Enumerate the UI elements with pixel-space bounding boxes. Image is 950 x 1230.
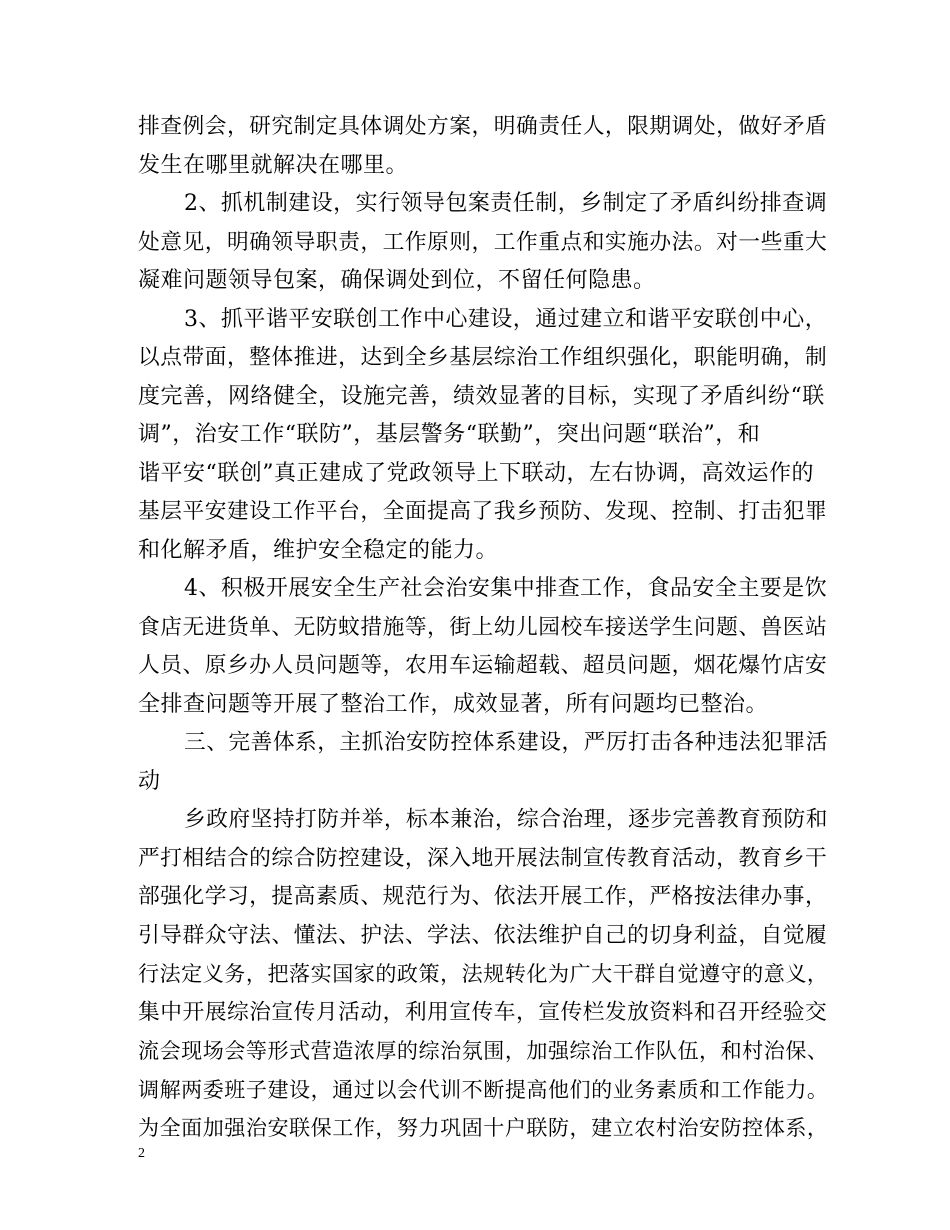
- text-line: 排查例会，研究制定具体调处方案，明确责任人，限期调处，做好矛盾: [138, 114, 828, 139]
- text-line: 基层平安建设工作平台，全面提高了我乡预防、发现、控制、打击犯罪: [138, 499, 828, 524]
- text-line: 全排查问题等开展了整治工作，成效显著，所有问题均已整治。: [138, 691, 769, 717]
- text-line: 为全面加强治安联保工作，努力巩固十户联防，建立农村治安防控体系，: [138, 1115, 829, 1140]
- text-line: 食店无进货单、无防蚊措施等，街上幼儿园校车接送学生问题、兽医站: [138, 614, 828, 640]
- text-line: 以点带面，整体推进，达到全乡基层综治工作组织强化，职能明确，制: [138, 345, 828, 370]
- text-line: 引导群众守法、懂法、护法、学法、依法维护自己的切身利益，自觉履: [138, 922, 828, 948]
- text-line: 集中开展综治宣传月活动，利用宣传车，宣传栏发放资料和召开经验交: [138, 999, 828, 1025]
- page-number: 2: [138, 1146, 145, 1161]
- text-line: 部强化学习，提高素质、规范行为、依法开展工作，严格按法律办事，: [138, 884, 828, 909]
- text-line: 三、完善体系，主抓治安防控体系建设，严厉打击各种违法犯罪活: [184, 730, 828, 755]
- text-line: 行法定义务，把落实国家的政策，法规转化为广大干群自觉遵守的意义，: [138, 961, 829, 986]
- text-line: 处意见，明确领导职责，工作原则，工作重点和实施办法。对一些重大: [138, 229, 828, 255]
- text-line: 人员、原乡办人员问题等，农用车运输超载、超员问题，烟花爆竹店安: [138, 653, 828, 678]
- text-line: 3、抓平谐平安联创工作中心建设，通过建立和谐平安联创中心，: [184, 306, 828, 332]
- text-line: 和化解矛盾，维护安全稳定的能力。: [138, 537, 499, 563]
- text-line: 严打相结合的综合防控建设，深入地开展法制宣传教育活动，教育乡干: [138, 845, 828, 871]
- text-line: 度完善，网络健全，设施完善，绩效显著的目标，实现了矛盾纠纷“联: [138, 383, 825, 409]
- text-line: 调解两委班子建设，通过以会代训不断提高他们的业务素质和工作能力。: [138, 1076, 829, 1102]
- text-line: 流会现场会等形式营造浓厚的综治氛围，加强综治工作队伍，和村治保、: [138, 1038, 829, 1063]
- text-line: 动: [138, 768, 161, 794]
- text-line: 谐平安“联创”真正建成了党政领导上下联动，左右协调，高效运作的: [138, 460, 814, 486]
- text-line: 发生在哪里就解决在哪里。: [138, 152, 409, 178]
- body-text: [138, 108, 829, 1148]
- text-line: 乡政府坚持打防并举，标本兼治，综合治理，逐步完善教育预防和: [184, 807, 828, 832]
- text-line: 凝难问题领导包案，确保调处到位，不留任何隐患。: [138, 268, 656, 293]
- text-line: 4、积极开展安全生产社会治安集中排查工作，食品安全主要是饮: [184, 576, 828, 601]
- text-line: 调”，治安工作“联防”，基层警务“联勤”，突出问题“联治”，和: [138, 422, 761, 447]
- text-line: 2、抓机制建设，实行领导包案责任制，乡制定了矛盾纠纷排查调: [184, 191, 828, 216]
